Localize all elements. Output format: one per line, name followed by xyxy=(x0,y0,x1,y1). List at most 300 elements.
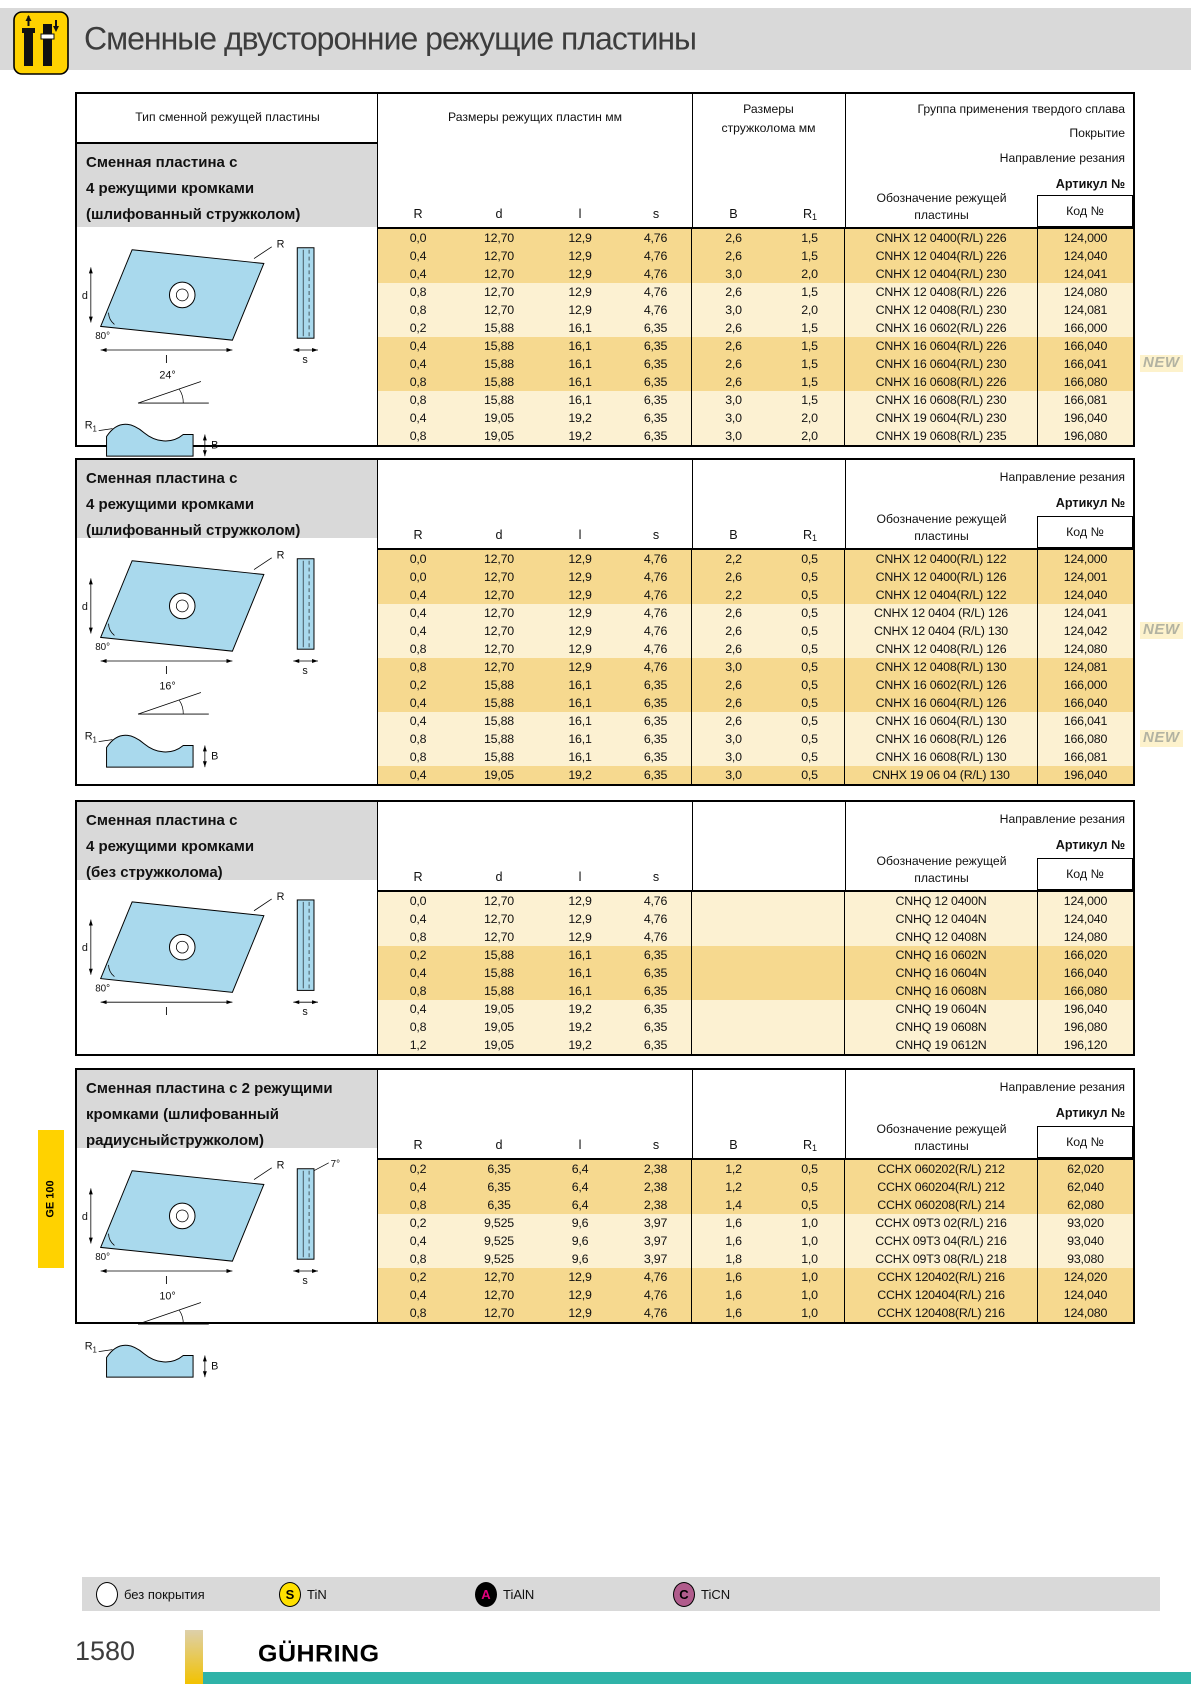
cell-b: 1,6 xyxy=(725,1270,742,1284)
cell-b: 2,6 xyxy=(725,570,742,584)
svg-text:d: d xyxy=(81,942,88,955)
cell-d: 6,35 xyxy=(487,1180,511,1194)
cell-r1: 1,0 xyxy=(775,1268,845,1286)
legend-item xyxy=(475,1577,534,1611)
coating-legend xyxy=(82,1577,1160,1611)
table-row xyxy=(378,568,1133,586)
table-row xyxy=(378,622,1133,640)
cell-r: 0,8 xyxy=(409,984,427,998)
cell-r: 0,4 xyxy=(409,1234,427,1248)
insert-type-title-line: Сменная пластина с 2 режущими xyxy=(86,1080,333,1097)
svg-text:R: R xyxy=(276,890,285,903)
cell-l: 12,9 xyxy=(568,285,592,299)
table-row xyxy=(378,229,1133,247)
table-row xyxy=(378,427,1133,445)
legend-item xyxy=(279,1577,327,1611)
cell-code: 124,020 xyxy=(1063,1270,1108,1284)
svg-text:s: s xyxy=(302,1274,308,1287)
cell-designation: CNHX 12 0408(R/L) 226 xyxy=(845,283,1038,301)
cell-d: 15,88 xyxy=(483,750,514,764)
insert-drawing-area xyxy=(81,543,373,783)
cell-code: 196,040 xyxy=(1063,411,1108,425)
cell-b: 2,6 xyxy=(725,231,742,245)
cell-d: 12,70 xyxy=(483,894,514,908)
cell-d: 15,88 xyxy=(483,339,514,353)
cell-s: 6,35 xyxy=(620,676,692,694)
cell-b: 1,6 xyxy=(725,1234,742,1248)
cell-l: 19,2 xyxy=(568,768,592,782)
cell-l: 6,4 xyxy=(571,1162,589,1176)
cell-l: 12,9 xyxy=(568,1306,592,1320)
column-letter-b: B xyxy=(729,207,738,221)
column-letter-b: B xyxy=(729,1138,738,1152)
cell-r1: 1,5 xyxy=(775,247,845,265)
cell-designation: CNHQ 12 0404N xyxy=(845,910,1038,928)
new-badge: NEW xyxy=(1140,730,1183,747)
header-designation: Обозначение режущей xyxy=(876,1122,1007,1136)
cell-r: 0,0 xyxy=(409,231,427,245)
header-designation: пластины xyxy=(914,871,969,885)
cell-d: 12,70 xyxy=(483,1270,514,1284)
cell-designation: CNHX 16 0608(R/L) 130 xyxy=(845,748,1038,766)
table-row xyxy=(378,355,1133,373)
cell-l: 16,1 xyxy=(568,984,592,998)
cell-r1: 1,0 xyxy=(775,1232,845,1250)
cell-r1: 1,5 xyxy=(775,283,845,301)
cell-r: 0,4 xyxy=(409,1180,427,1194)
cell-code: 93,080 xyxy=(1067,1252,1104,1266)
cell-r: 0,8 xyxy=(409,642,427,656)
svg-text:d: d xyxy=(81,1210,88,1223)
legend-label: TiAlN xyxy=(503,1586,535,1602)
table-row xyxy=(378,1160,1133,1178)
cell-r1: 0,5 xyxy=(775,676,845,694)
cell-b: 1,6 xyxy=(725,1288,742,1302)
cell-s: 6,35 xyxy=(620,982,692,1000)
table-row xyxy=(378,1214,1133,1232)
cell-code: 62,020 xyxy=(1067,1162,1104,1176)
header-code-no: Код № xyxy=(1037,1126,1133,1158)
cell-r: 0,0 xyxy=(409,894,427,908)
cell-s: 4,76 xyxy=(620,247,692,265)
cell-l: 16,1 xyxy=(568,375,592,389)
cell-d: 19,05 xyxy=(483,768,514,782)
header-coating: Покрытие xyxy=(1069,126,1125,140)
cell-r1: 0,5 xyxy=(775,640,845,658)
cell-d: 12,70 xyxy=(483,552,514,566)
cell-r: 0,4 xyxy=(409,339,427,353)
cell-r1: 0,5 xyxy=(775,568,845,586)
cell-code: 62,040 xyxy=(1067,1180,1104,1194)
header-designation: Обозначение режущей xyxy=(876,512,1007,526)
cell-r1: 1,5 xyxy=(775,355,845,373)
cell-d: 19,05 xyxy=(483,429,514,443)
ge-tab-label: GE 100 xyxy=(45,1180,57,1218)
table-row xyxy=(378,1196,1133,1214)
cell-s: 4,76 xyxy=(620,640,692,658)
insert-type-title-line: 4 режущими кромками xyxy=(86,838,255,855)
cell-r1 xyxy=(775,928,845,946)
cell-l: 9,6 xyxy=(571,1234,589,1248)
cell-l: 12,9 xyxy=(568,303,592,317)
cell-designation: CNHX 12 0400(R/L) 126 xyxy=(845,568,1038,586)
cell-code: 166,041 xyxy=(1063,357,1108,371)
cell-r1 xyxy=(775,982,845,1000)
cell-code: 124,042 xyxy=(1063,624,1108,638)
svg-text:24°: 24° xyxy=(159,369,176,382)
cell-s: 6,35 xyxy=(620,748,692,766)
insert-type-title-line: Сменная пластина с xyxy=(86,812,238,829)
table-row xyxy=(378,283,1133,301)
cell-b: 2,6 xyxy=(725,357,742,371)
table-row xyxy=(378,694,1133,712)
cell-code: 166,080 xyxy=(1063,732,1108,746)
svg-text:R: R xyxy=(276,1159,285,1172)
cell-designation: CNHQ 19 0604N xyxy=(845,1000,1038,1018)
cell-d: 9,525 xyxy=(483,1216,514,1230)
cell-s: 6,35 xyxy=(620,355,692,373)
cell-d: 15,88 xyxy=(483,678,514,692)
cell-l: 19,2 xyxy=(568,1002,592,1016)
cell-r: 0,4 xyxy=(409,1002,427,1016)
cell-designation: CNHX 12 0400(R/L) 122 xyxy=(845,550,1038,568)
cell-d: 15,88 xyxy=(483,732,514,746)
cell-r: 0,4 xyxy=(409,714,427,728)
table-rows xyxy=(378,892,1133,1054)
cell-d: 19,05 xyxy=(483,1020,514,1034)
cell-code: 124,001 xyxy=(1063,570,1108,584)
cell-r: 0,4 xyxy=(409,267,427,281)
insert-type-title-line: радиусныйстружколом) xyxy=(86,1132,264,1149)
cell-s: 4,76 xyxy=(620,265,692,283)
table-1-ground-chipbreaker-226 xyxy=(75,92,1135,452)
cell-designation: CNHX 16 0604(R/L) 130 xyxy=(845,712,1038,730)
cell-code: 124,080 xyxy=(1063,1306,1108,1320)
cell-code: 124,000 xyxy=(1063,231,1108,245)
cell-code: 166,040 xyxy=(1063,339,1108,353)
cell-r1 xyxy=(775,892,845,910)
legend-label: TiCN xyxy=(701,1586,731,1602)
column-letter-r: R xyxy=(413,207,423,221)
cell-d: 9,525 xyxy=(483,1252,514,1266)
cell-r1: 0,5 xyxy=(775,586,845,604)
table-row xyxy=(378,391,1133,409)
cell-b: 3,0 xyxy=(725,732,742,746)
cell-l: 12,9 xyxy=(568,624,592,638)
svg-text:R1: $R_1$ xyxy=(84,1340,97,1355)
header-article-no: Артикул № xyxy=(1055,838,1125,852)
table-rows xyxy=(378,1160,1133,1322)
cell-d: 12,70 xyxy=(483,588,514,602)
legend-item xyxy=(96,1577,205,1611)
cell-r: 0,4 xyxy=(409,588,427,602)
cell-designation: CNHX 12 0408(R/L) 126 xyxy=(845,640,1038,658)
cell-l: 16,1 xyxy=(568,714,592,728)
cell-code: 124,040 xyxy=(1063,1288,1108,1302)
cell-r1: 0,5 xyxy=(775,694,845,712)
cell-l: 16,1 xyxy=(568,393,592,407)
table-row xyxy=(378,409,1133,427)
cell-d: 15,88 xyxy=(483,984,514,998)
cell-r1: 0,5 xyxy=(775,622,845,640)
cell-b: 2,6 xyxy=(725,642,742,656)
cell-designation: CNHX 12 0404(R/L) 226 xyxy=(845,247,1038,265)
cell-b: 2,2 xyxy=(725,552,742,566)
cell-code: 166,000 xyxy=(1063,321,1108,335)
cell-b: 2,6 xyxy=(725,249,742,263)
cell-designation: CNHX 16 0608(R/L) 126 xyxy=(845,730,1038,748)
cell-code: 124,000 xyxy=(1063,894,1108,908)
coating-symbol: S xyxy=(279,1582,301,1607)
cell-designation: CNHX 12 0404 (R/L) 126 xyxy=(845,604,1038,622)
cell-code: 166,040 xyxy=(1063,696,1108,710)
cell-b: 3,0 xyxy=(725,267,742,281)
cell-designation: CNHX 19 0608(R/L) 235 xyxy=(845,427,1038,445)
cell-s: 6,35 xyxy=(620,730,692,748)
svg-text:R1: $R_1$ xyxy=(84,730,97,745)
cell-b xyxy=(692,892,775,910)
header-cutting-direction: Направление резания xyxy=(999,1080,1125,1094)
cell-designation: CCHX 09T3 08(R/L) 218 xyxy=(845,1250,1038,1268)
cell-l: 12,9 xyxy=(568,660,592,674)
cell-s: 6,35 xyxy=(620,1036,692,1054)
insert-drawing-area xyxy=(81,1153,373,1393)
new-badge: NEW xyxy=(1140,622,1183,639)
header-article-no: Артикул № xyxy=(1055,1106,1125,1120)
cell-d: 12,70 xyxy=(483,624,514,638)
table-row xyxy=(378,748,1133,766)
header-designation: пластины xyxy=(914,208,969,222)
column-letter-d: d xyxy=(495,1138,503,1152)
svg-text:s: s xyxy=(302,664,308,677)
cell-s: 6,35 xyxy=(620,1018,692,1036)
table-row xyxy=(378,658,1133,676)
cell-d: 15,88 xyxy=(483,393,514,407)
table-row xyxy=(378,265,1133,283)
cell-l: 16,1 xyxy=(568,321,592,335)
column-letter-r: R xyxy=(413,528,423,542)
insert-type-title-line: (шлифованный стружколом) xyxy=(86,522,301,539)
cell-s: 4,76 xyxy=(620,1268,692,1286)
table-row xyxy=(378,712,1133,730)
column-letter-d: d xyxy=(495,870,503,884)
cell-designation: CNHX 16 0604(R/L) 230 xyxy=(845,355,1038,373)
header-designation: Обозначение режущей xyxy=(876,854,1007,868)
cell-s: 4,76 xyxy=(620,622,692,640)
cell-r1 xyxy=(775,1018,845,1036)
table-row xyxy=(378,964,1133,982)
cell-b: 2,6 xyxy=(725,714,742,728)
table-row xyxy=(378,604,1133,622)
cell-s: 4,76 xyxy=(620,604,692,622)
cell-r1: 1,5 xyxy=(775,391,845,409)
svg-text:80°: 80° xyxy=(95,642,111,654)
cell-l: 12,9 xyxy=(568,267,592,281)
cell-designation: CNHX 16 0604(R/L) 226 xyxy=(845,337,1038,355)
table-4-two-edges-radius-chipbreaker xyxy=(75,1068,1135,1373)
cell-s: 6,35 xyxy=(620,712,692,730)
cell-r: 0,8 xyxy=(409,660,427,674)
cell-l: 12,9 xyxy=(568,912,592,926)
svg-text:7°: 7° xyxy=(330,1158,341,1170)
cell-designation: CCHX 120408(R/L) 216 xyxy=(845,1304,1038,1322)
insert-type-cell xyxy=(77,460,378,784)
cell-code: 166,020 xyxy=(1063,948,1108,962)
cell-b: 1,6 xyxy=(725,1216,742,1230)
cell-r1: 1,0 xyxy=(775,1304,845,1322)
cell-s: 6,35 xyxy=(620,1000,692,1018)
svg-text:B: B xyxy=(211,439,219,452)
cell-s: 6,35 xyxy=(620,337,692,355)
cell-l: 16,1 xyxy=(568,678,592,692)
insert-drawing xyxy=(81,543,371,778)
cell-designation: CNHX 12 0400(R/L) 226 xyxy=(845,229,1038,247)
header-code-no: Код № xyxy=(1037,858,1133,890)
cell-s: 3,97 xyxy=(620,1232,692,1250)
table-row xyxy=(378,1268,1133,1286)
cell-designation: CCHX 060204(R/L) 212 xyxy=(845,1178,1038,1196)
cell-b: 1,8 xyxy=(725,1252,742,1266)
column-letter-r1: $R_1$ xyxy=(802,207,818,222)
header-designation: пластины xyxy=(914,1139,969,1153)
header-carbide-group: Группа применения твердого сплава xyxy=(917,102,1125,116)
svg-text:10°: 10° xyxy=(159,1290,176,1303)
cell-designation: CNHQ 16 0608N xyxy=(845,982,1038,1000)
header-designation: Обозначение режущей xyxy=(876,191,1007,205)
cell-l: 9,6 xyxy=(571,1252,589,1266)
cell-s: 3,97 xyxy=(620,1250,692,1268)
cell-b: 1,6 xyxy=(725,1306,742,1320)
column-letter-r: R xyxy=(413,870,423,884)
cell-s: 6,35 xyxy=(620,964,692,982)
cell-r1: 0,5 xyxy=(775,1160,845,1178)
insert-drawing-area xyxy=(81,232,373,472)
table-row xyxy=(378,982,1133,1000)
cell-l: 12,9 xyxy=(568,552,592,566)
header-insert-sizes: Размеры режущих пластин мм xyxy=(448,110,622,124)
cell-code: 196,080 xyxy=(1063,1020,1108,1034)
table-row xyxy=(378,1250,1133,1268)
cell-r: 0,8 xyxy=(409,732,427,746)
table-3-no-chipbreaker xyxy=(75,800,1135,1056)
table-row xyxy=(378,928,1133,946)
insert-type-title-line: Сменная пластина с xyxy=(86,154,238,171)
svg-text:d: d xyxy=(81,289,88,302)
cell-code: 166,081 xyxy=(1063,393,1108,407)
table-2-ground-chipbreaker-126 xyxy=(75,458,1135,786)
cell-designation: CNHX 12 0404 (R/L) 130 xyxy=(845,622,1038,640)
insert-type-cell xyxy=(77,94,378,452)
cell-s: 6,35 xyxy=(620,409,692,427)
insert-type-title xyxy=(77,144,377,227)
table-row xyxy=(378,946,1133,964)
cell-d: 12,70 xyxy=(483,303,514,317)
table-row xyxy=(378,1232,1133,1250)
cell-code: 124,041 xyxy=(1063,267,1108,281)
table-row xyxy=(378,319,1133,337)
column-letter-l: l xyxy=(578,1138,582,1152)
cell-b xyxy=(692,1000,775,1018)
cell-code: 196,080 xyxy=(1063,429,1108,443)
insert-drawing xyxy=(81,232,371,467)
cell-l: 12,9 xyxy=(568,231,592,245)
svg-text:l: l xyxy=(165,1005,168,1018)
table-row xyxy=(378,1000,1133,1018)
column-letter-d: d xyxy=(495,207,503,221)
cell-l: 6,4 xyxy=(571,1180,589,1194)
cell-r: 1,2 xyxy=(409,1038,427,1052)
header-designation: пластины xyxy=(914,529,969,543)
svg-text:s: s xyxy=(302,353,308,366)
cell-l: 16,1 xyxy=(568,948,592,962)
cell-designation: CCHX 09T3 04(R/L) 216 xyxy=(845,1232,1038,1250)
cell-r: 0,4 xyxy=(409,966,427,980)
cell-d: 12,70 xyxy=(483,606,514,620)
svg-text:R1: $R_1$ xyxy=(84,419,97,434)
table-row xyxy=(378,373,1133,391)
coating-symbol: A xyxy=(475,1582,497,1607)
cell-l: 12,9 xyxy=(568,606,592,620)
page-title: Сменные двусторонние режущие пластины xyxy=(84,20,697,57)
cell-r1: 1,5 xyxy=(775,229,845,247)
table-row xyxy=(378,301,1133,319)
cell-s: 4,76 xyxy=(620,229,692,247)
column-letter-d: d xyxy=(495,528,503,542)
cell-r: 0,4 xyxy=(409,912,427,926)
header-code-no: Код № xyxy=(1037,195,1133,227)
table-row xyxy=(378,910,1133,928)
header-cutting-direction: Направление резания xyxy=(999,812,1125,826)
cell-d: 19,05 xyxy=(483,411,514,425)
cell-designation: CNHX 16 0608(R/L) 230 xyxy=(845,391,1038,409)
table-row xyxy=(378,730,1133,748)
cell-s: 4,76 xyxy=(620,1304,692,1322)
cell-d: 15,88 xyxy=(483,966,514,980)
coating-symbol xyxy=(96,1582,118,1607)
cell-l: 19,2 xyxy=(568,411,592,425)
cell-r1: 1,5 xyxy=(775,319,845,337)
header-code-no: Код № xyxy=(1037,516,1133,548)
cell-r: 0,8 xyxy=(409,750,427,764)
cell-r1: 0,5 xyxy=(775,1196,845,1214)
cell-designation: CNHX 16 0602(R/L) 126 xyxy=(845,676,1038,694)
column-letter-s: s xyxy=(652,870,660,884)
table-rows xyxy=(378,229,1133,445)
cell-code: 166,081 xyxy=(1063,750,1108,764)
table-row xyxy=(378,1036,1133,1054)
cell-code: 124,041 xyxy=(1063,606,1108,620)
cell-code: 124,080 xyxy=(1063,930,1108,944)
cell-r: 0,2 xyxy=(409,1270,427,1284)
cell-d: 19,05 xyxy=(483,1002,514,1016)
cell-s: 2,38 xyxy=(620,1196,692,1214)
cell-r1: 0,5 xyxy=(775,748,845,766)
cell-designation: CNHX 12 0404(R/L) 230 xyxy=(845,265,1038,283)
cell-b: 3,0 xyxy=(725,750,742,764)
svg-text:B: B xyxy=(211,1360,219,1373)
cell-r1 xyxy=(775,946,845,964)
cell-r: 0,8 xyxy=(409,375,427,389)
coating-symbol: C xyxy=(673,1582,695,1607)
cell-d: 12,70 xyxy=(483,285,514,299)
cell-s: 6,35 xyxy=(620,373,692,391)
table-row xyxy=(378,1304,1133,1322)
cell-d: 12,70 xyxy=(483,660,514,674)
cell-r1: 1,5 xyxy=(775,373,845,391)
cell-designation: CCHX 09T3 02(R/L) 216 xyxy=(845,1214,1038,1232)
cell-designation: CNHQ 19 0608N xyxy=(845,1018,1038,1036)
cell-r1: 0,5 xyxy=(775,766,845,784)
